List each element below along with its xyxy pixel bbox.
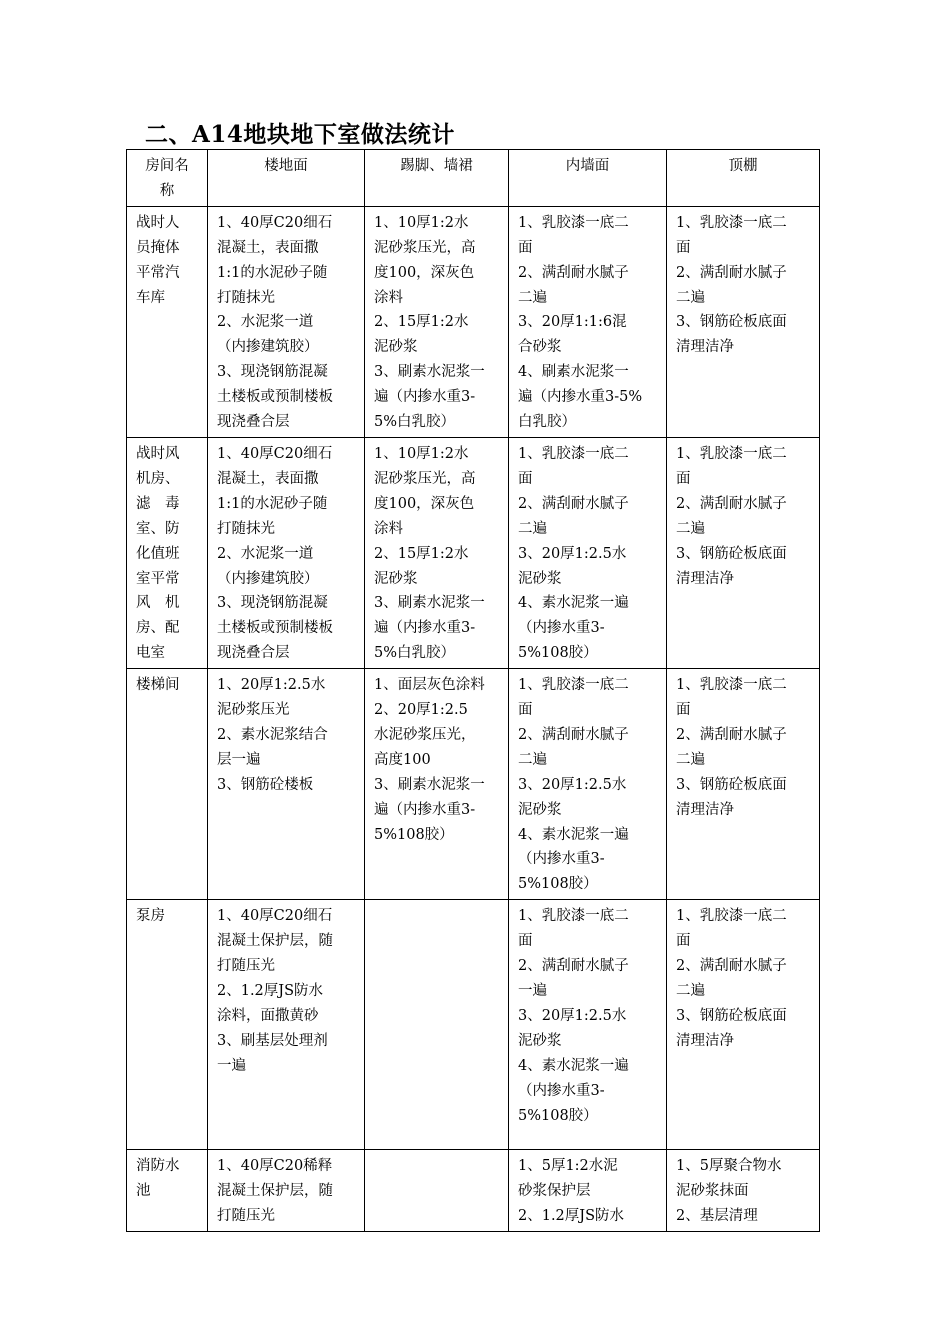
cell-line: 3、钢筋砼楼板 [217,776,314,793]
cell-line: 混凝土保护层，随 [217,933,333,950]
cell-line: 土楼板或预制楼板 [217,620,333,637]
cell-skirting [365,1150,509,1232]
cell-line: 混凝土，表面撒 [217,239,319,256]
cell-room-name [127,437,208,668]
table-row [127,437,820,668]
header-skirting [365,150,509,207]
cell-line: 面 [676,239,691,256]
cell-line: 5%108胶） [374,826,454,843]
cell-line: 2、满刮耐水腻子 [676,958,787,975]
cell-room-name [127,900,208,1150]
cell-line: 遍（内掺水重3-5% [518,389,643,406]
cell-line: 3、钢筋砼板底面 [676,776,787,793]
cell-line: 2、满刮耐水腻子 [518,264,629,281]
cell-line: 混凝土保护层，随 [217,1183,333,1200]
cell-line: 泥砂浆 [518,1032,562,1049]
cell-line: 2、水泥浆一道 [217,314,314,331]
cell-room-name [127,669,208,900]
cell-line: 电室 [136,645,165,662]
cell-line: 度100，深灰色 [374,264,475,281]
cell-line: 3、钢筋砼板底面 [676,545,787,562]
cell-line: 2、15厚1:2水 [374,314,469,331]
cell-line: 泥砂浆压光 [217,702,290,719]
cell-line: 5%108胶） [518,645,598,662]
cell-line: 2、1.2厚JS防水 [217,983,324,999]
header-floor [208,150,365,207]
cell-line: 战时人 [136,214,180,231]
cell-line: 1、面层灰色涂料 [374,677,485,694]
cell-line: 一遍 [518,983,547,999]
cell-line: 1:1的水泥砂子随 [217,264,328,281]
cell-line: 1、5厚聚合物水 [676,1158,782,1175]
cell-line: 度100，深灰色 [374,495,475,512]
cell-line: 2、1.2厚JS防水 [518,1208,625,1225]
cell-line: 高度100 [374,751,431,768]
cell-line: 3、20厚1:2.5水 [518,1007,627,1024]
cell-line: 3、钢筋砼板底面 [676,314,787,331]
cell-line: 1、10厚1:2水 [374,214,469,231]
cell-line: 化值班 [136,545,180,562]
cell-line: 面 [518,933,533,950]
cell-line: 涂料 [374,520,403,537]
cell-line: 水泥砂浆压光， [374,726,476,743]
table-row [127,206,820,437]
cell-line: 泥砂浆压光，高 [374,239,476,256]
cell-line: 1、5厚1:2水泥 [518,1158,618,1175]
cell-line: 泥砂浆 [374,570,418,587]
cell-line: 1、10厚1:2水 [374,445,469,462]
header-inner-wall [509,150,667,207]
cell-line: 3、20厚1:2.5水 [518,776,627,793]
cell-line: 战时风 [136,445,180,462]
cell-line: 2、素水泥浆结合 [217,726,328,743]
cell-line: 3、刷基层处理剂 [217,1032,328,1049]
cell-line: 泥砂浆抹面 [676,1183,749,1200]
cell-line: 二遍 [518,751,547,768]
cell-line: 涂料，面撒黄砂 [217,1007,319,1024]
cell-skirting [365,206,509,437]
cell-line: 现浇叠合层 [217,645,290,662]
cell-line: 1、乳胶漆一底二 [518,214,629,231]
cell-line: 员掩体 [136,239,180,256]
cell-line: 2、满刮耐水腻子 [676,264,787,281]
header-line: 踢脚、墙裙 [400,158,473,174]
cell-line: （内掺水重3- [518,1082,605,1099]
cell-ceiling [667,206,820,437]
cell-line: 5%白乳胶） [374,414,456,431]
cell-line: 3、钢筋砼板底面 [676,1007,787,1024]
cell-line: 消防水 [136,1158,180,1175]
cell-line: 2、满刮耐水腻子 [518,958,629,975]
cell-line: 遍（内掺水重3- [374,801,476,818]
cell-room-name [127,1150,208,1232]
cell-line: 面 [518,470,533,487]
document-title: 二、A14地块地下室做法统计 [145,121,455,148]
cell-line: 面 [676,933,691,950]
cell-line: 3、20厚1:1:6混 [518,314,627,331]
cell-line: 清理洁净 [676,570,734,587]
cell-line: 1、40厚C20细石 [217,214,333,231]
cell-line: 现浇叠合层 [217,414,290,431]
cell-line: 泥砂浆 [518,570,562,587]
cell-line: 5%108胶） [518,876,598,893]
cell-line: 4、素水泥浆一遍 [518,595,629,612]
header-ceiling [667,150,820,207]
cell-line: （内掺水重3- [518,620,605,637]
cell-inner-wall [509,1150,667,1232]
cell-ceiling [667,437,820,668]
cell-line: 2、15厚1:2水 [374,545,469,562]
cell-line: 3、现浇钢筋混凝 [217,364,328,381]
cell-skirting [365,900,509,1150]
cell-floor [208,900,365,1150]
cell-skirting [365,669,509,900]
cell-line: 2、满刮耐水腻子 [676,495,787,512]
cell-line: 1、20厚1:2.5水 [217,677,326,694]
cell-ceiling [667,669,820,900]
cell-line: 4、刷素水泥浆一 [518,364,629,381]
cell-line: 打随压光 [217,1208,275,1225]
cell-line: 1、乳胶漆一底二 [676,445,787,462]
cell-line: 打随抹光 [217,520,275,537]
cell-line: 打随抹光 [217,289,275,306]
header-line: 称 [159,182,175,199]
cell-inner-wall [509,206,667,437]
cell-line: 泥砂浆 [374,339,418,356]
cell-line: 1、40厚C20稀释 [217,1158,333,1175]
cell-line: 遍（内掺水重3- [374,620,476,637]
cell-line: 泥砂浆压光，高 [374,470,476,487]
cell-line: 清理洁净 [676,801,734,818]
cell-line: 楼梯间 [136,677,180,694]
table-header-row [127,150,820,207]
cell-line: 二遍 [676,289,705,306]
cell-inner-wall [509,900,667,1150]
cell-line: 池 [136,1183,151,1200]
cell-line: 二遍 [518,289,547,306]
cell-skirting [365,437,509,668]
cell-line: 遍（内掺水重3- [374,389,476,406]
cell-line: 4、素水泥浆一遍 [518,826,629,843]
cell-room-name [127,206,208,437]
cell-line: 风 机 [136,595,180,612]
cell-ceiling [667,1150,820,1232]
cell-line: 滤 毒 [136,495,180,512]
cell-line: 面 [518,702,533,719]
cell-line: 泵房 [136,908,165,925]
cell-line: 面 [518,239,533,256]
cell-line: 1、乳胶漆一底二 [676,677,787,694]
cell-line: 二遍 [676,751,705,768]
cell-line: 3、刷素水泥浆一 [374,776,485,793]
cell-inner-wall [509,437,667,668]
header-line: 顶棚 [728,158,758,174]
cell-line: 泥砂浆 [518,801,562,818]
cell-line: 面 [676,702,691,719]
cell-line: 土楼板或预制楼板 [217,389,333,406]
cell-line: 2、满刮耐水腻子 [518,726,629,743]
cell-line: （内掺水重3- [518,851,605,868]
cell-line: 3、现浇钢筋混凝 [217,595,328,612]
cell-line: 5%白乳胶） [374,645,456,662]
cell-line: 打随压光 [217,958,275,975]
cell-line: 3、刷素水泥浆一 [374,595,485,612]
cell-line: 一遍 [217,1057,246,1074]
cell-line: 3、20厚1:2.5水 [518,545,627,562]
cell-line: 2、基层清理 [676,1208,758,1225]
cell-line: 合砂浆 [518,339,562,356]
cell-line: 平常汽 [136,264,180,281]
cell-line: （内掺建筑胶） [217,339,319,356]
cell-line: 机房、 [136,470,180,487]
header-line: 内墙面 [565,158,610,174]
header-line: 房间名 [145,158,189,174]
cell-line: 1、乳胶漆一底二 [518,445,629,462]
header-line: 楼地面 [264,158,308,174]
cell-line: 白乳胶） [518,414,576,431]
cell-line: 1、乳胶漆一底二 [518,677,629,694]
cell-line: 1、乳胶漆一底二 [676,214,787,231]
cell-line: 砂浆保护层 [518,1183,591,1200]
cell-line: 1、40厚C20细石 [217,445,333,462]
cell-line: 清理洁净 [676,1032,734,1049]
cell-line: 二遍 [518,520,547,537]
cell-line: 2、满刮耐水腻子 [676,726,787,743]
cell-line: 层一遍 [217,751,261,768]
cell-ceiling [667,900,820,1150]
cell-line: 5%108胶） [518,1107,598,1124]
cell-floor [208,206,365,437]
cell-line: 室平常 [136,570,180,587]
cell-line: 4、素水泥浆一遍 [518,1057,629,1074]
cell-line: 二遍 [676,520,705,537]
cell-line: 室、防 [136,520,180,537]
cell-inner-wall [509,669,667,900]
cell-line: 1:1的水泥砂子随 [217,495,328,512]
cell-floor [208,669,365,900]
cell-line: 混凝土，表面撒 [217,470,319,487]
cell-line: 清理洁净 [676,339,734,356]
cell-line: 二遍 [676,983,705,999]
cell-line: 2、20厚1:2.5 [374,702,468,719]
table-row [127,1150,820,1232]
cell-line: 面 [676,470,691,487]
table-row [127,900,820,1150]
cell-line: 1、乳胶漆一底二 [518,908,629,925]
cell-line: 房、配 [136,620,180,637]
cell-floor [208,437,365,668]
cell-line: 涂料 [374,289,403,306]
cell-line: 2、水泥浆一道 [217,545,314,562]
cell-line: 1、40厚C20细石 [217,908,333,925]
cell-line: 3、刷素水泥浆一 [374,364,485,381]
table-row [127,669,820,900]
construction-table [126,149,820,1232]
cell-line: 2、满刮耐水腻子 [518,495,629,512]
cell-line: 车库 [136,289,165,306]
header-room-name [127,150,208,207]
cell-line: （内掺建筑胶） [217,570,319,587]
cell-line: 1、乳胶漆一底二 [676,908,787,925]
cell-floor [208,1150,365,1232]
